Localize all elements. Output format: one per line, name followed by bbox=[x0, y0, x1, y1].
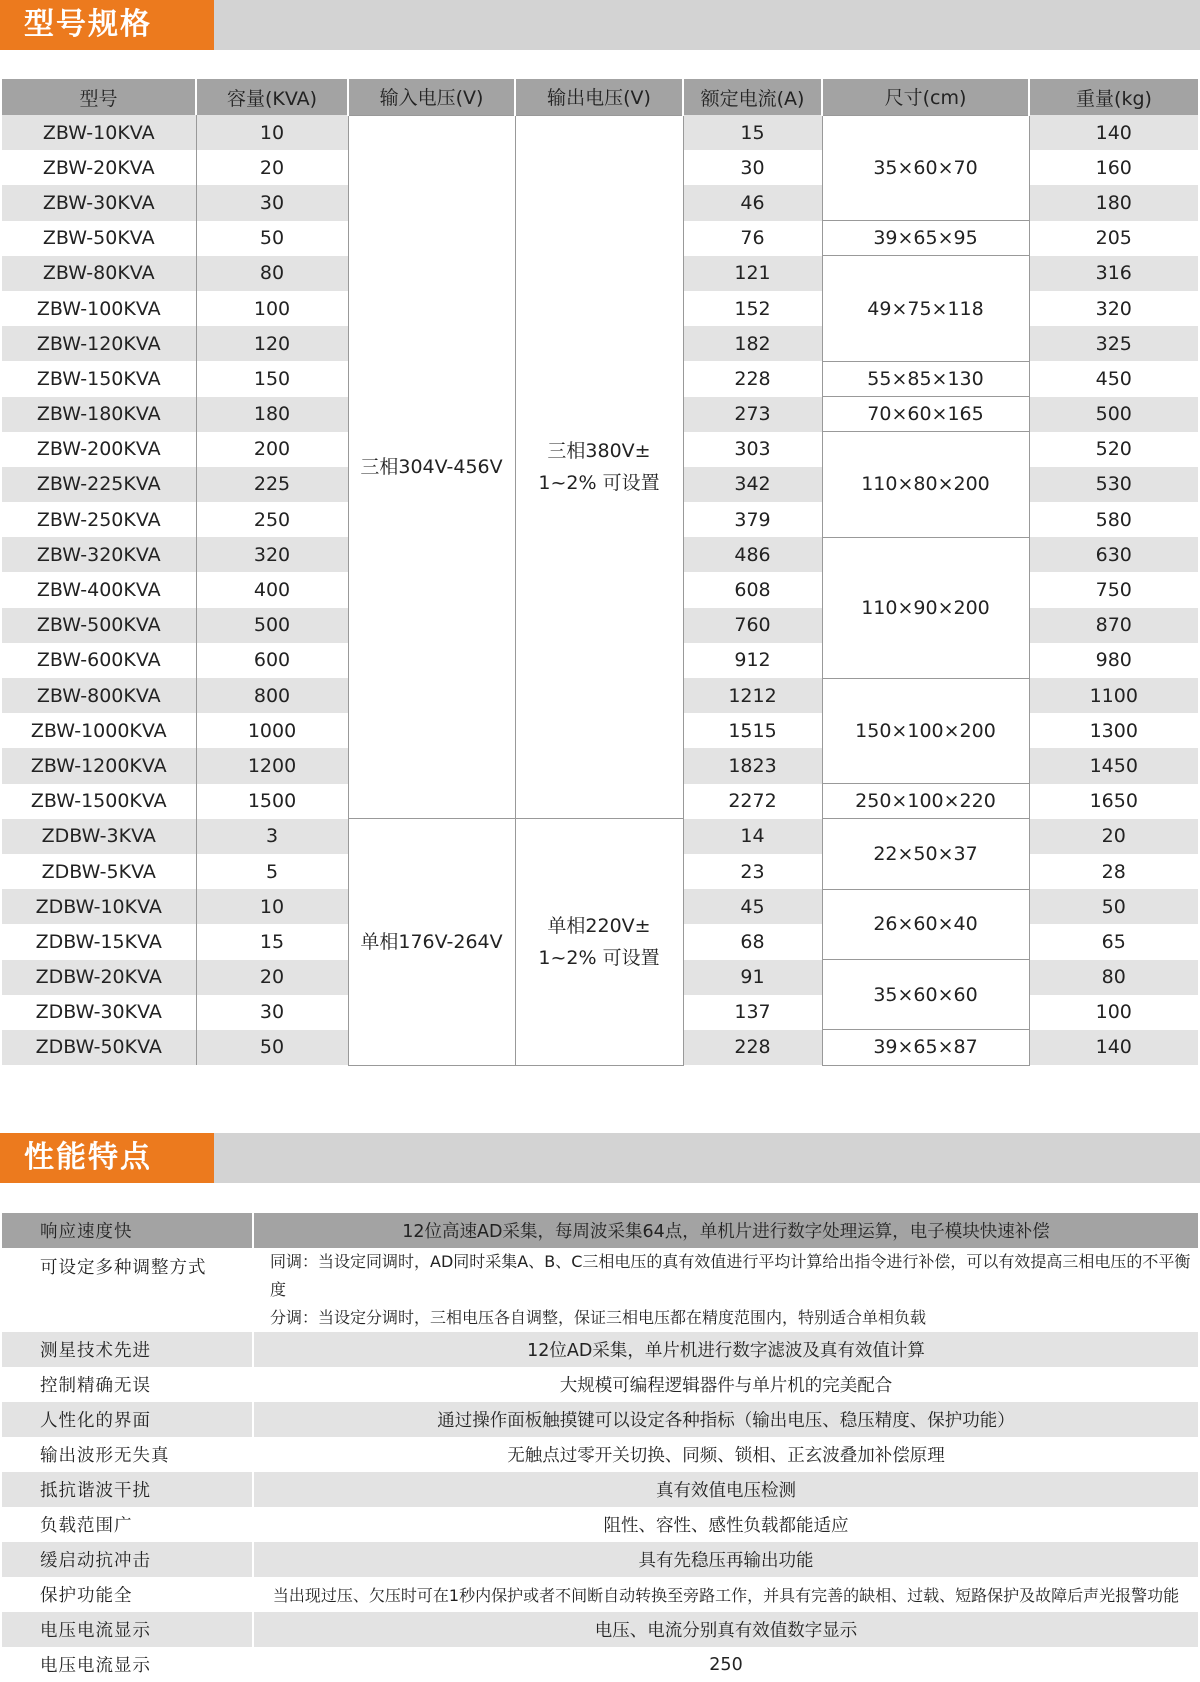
output-voltage-line: 单相220V± bbox=[547, 914, 651, 937]
feature-name: 电压电流显示 bbox=[2, 1612, 253, 1647]
capacity-cell: 1200 bbox=[196, 748, 348, 783]
feature-desc: 电压、电流分别真有效值数字显示 bbox=[253, 1612, 1198, 1647]
current-cell: 121 bbox=[683, 256, 822, 291]
model-cell: ZBW-20KVA bbox=[2, 150, 196, 185]
feature-desc: 真有效值电压检测 bbox=[253, 1472, 1198, 1507]
input-voltage-cell: 单相176V-264V bbox=[348, 819, 515, 1065]
weight-cell: 80 bbox=[1029, 960, 1198, 995]
feature-desc: 当出现过压、欠压时可在1秒内保护或者不间断自动转换至旁路工作，并具有完善的缺相、过载、短路保护及故障后声光报警功能 bbox=[253, 1577, 1198, 1612]
feature-desc: 250 bbox=[253, 1647, 1198, 1682]
current-cell: 303 bbox=[683, 432, 822, 467]
model-cell: ZDBW-3KVA bbox=[2, 819, 196, 854]
weight-cell: 500 bbox=[1029, 397, 1198, 432]
weight-cell: 530 bbox=[1029, 467, 1198, 502]
weight-cell: 50 bbox=[1029, 889, 1198, 924]
spec-section-bar bbox=[0, 0, 1200, 50]
dimensions-cell: 39×65×95 bbox=[822, 221, 1029, 256]
current-cell: 14 bbox=[683, 819, 822, 854]
current-cell: 379 bbox=[683, 502, 822, 537]
feature-row bbox=[2, 1612, 1198, 1647]
feature-desc: 12位高速AD采集，每周波采集64点，单机片进行数字处理运算，电子模块快速补偿 bbox=[253, 1213, 1198, 1248]
feature-row bbox=[2, 1213, 1198, 1248]
weight-cell: 1650 bbox=[1029, 784, 1198, 819]
dimensions-cell: 39×65×87 bbox=[822, 1030, 1029, 1065]
weight-cell: 630 bbox=[1029, 537, 1198, 572]
current-cell: 342 bbox=[683, 467, 822, 502]
current-cell: 23 bbox=[683, 854, 822, 889]
feature-desc: 大规模可编程逻辑器件与单片机的完美配合 bbox=[253, 1367, 1198, 1402]
weight-cell: 580 bbox=[1029, 502, 1198, 537]
header-dimensions: 尺寸(cm) bbox=[822, 79, 1029, 115]
current-cell: 760 bbox=[683, 608, 822, 643]
model-cell: ZBW-10KVA bbox=[2, 115, 196, 150]
feature-desc bbox=[253, 1248, 1198, 1332]
current-cell: 45 bbox=[683, 889, 822, 924]
dimensions-cell: 26×60×40 bbox=[822, 889, 1029, 959]
feature-row bbox=[2, 1248, 1198, 1332]
model-cell: ZBW-150KVA bbox=[2, 361, 196, 396]
current-cell: 76 bbox=[683, 221, 822, 256]
current-cell: 608 bbox=[683, 572, 822, 607]
capacity-cell: 180 bbox=[196, 397, 348, 432]
weight-cell: 1300 bbox=[1029, 713, 1198, 748]
model-cell: ZBW-120KVA bbox=[2, 326, 196, 361]
feature-name: 控制精确无误 bbox=[2, 1367, 253, 1402]
output-voltage-line: 1~2% 可设置 bbox=[538, 471, 660, 494]
current-cell: 68 bbox=[683, 924, 822, 959]
weight-cell: 450 bbox=[1029, 361, 1198, 396]
header-weight: 重量(kg) bbox=[1029, 79, 1198, 115]
weight-cell: 28 bbox=[1029, 854, 1198, 889]
feature-row bbox=[2, 1402, 1198, 1437]
feature-row bbox=[2, 1542, 1198, 1577]
current-cell: 30 bbox=[683, 150, 822, 185]
model-cell: ZBW-320KVA bbox=[2, 537, 196, 572]
feature-row bbox=[2, 1577, 1198, 1612]
weight-cell: 870 bbox=[1029, 608, 1198, 643]
capacity-cell: 500 bbox=[196, 608, 348, 643]
dimensions-cell: 110×80×200 bbox=[822, 432, 1029, 538]
weight-cell: 205 bbox=[1029, 221, 1198, 256]
feature-name: 负载范围广 bbox=[2, 1507, 253, 1542]
current-cell: 137 bbox=[683, 995, 822, 1030]
capacity-cell: 1000 bbox=[196, 713, 348, 748]
weight-cell: 100 bbox=[1029, 995, 1198, 1030]
weight-cell: 750 bbox=[1029, 572, 1198, 607]
model-cell: ZBW-250KVA bbox=[2, 502, 196, 537]
model-cell: ZBW-30KVA bbox=[2, 185, 196, 220]
capacity-cell: 600 bbox=[196, 643, 348, 678]
current-cell: 15 bbox=[683, 115, 822, 150]
feature-name: 保护功能全 bbox=[2, 1577, 253, 1612]
model-cell: ZBW-500KVA bbox=[2, 608, 196, 643]
current-cell: 91 bbox=[683, 960, 822, 995]
model-cell: ZDBW-20KVA bbox=[2, 960, 196, 995]
feature-name: 缓启动抗冲击 bbox=[2, 1542, 253, 1577]
model-cell: ZBW-400KVA bbox=[2, 572, 196, 607]
header-model: 型号 bbox=[2, 79, 196, 115]
capacity-cell: 50 bbox=[196, 1030, 348, 1065]
feature-desc: 12位AD采集，单片机进行数字滤波及真有效值计算 bbox=[253, 1332, 1198, 1367]
capacity-cell: 20 bbox=[196, 150, 348, 185]
feature-name: 输出波形无失真 bbox=[2, 1437, 253, 1472]
feature-name: 测星技术先进 bbox=[2, 1332, 253, 1367]
capacity-cell: 10 bbox=[196, 889, 348, 924]
model-cell: ZDBW-30KVA bbox=[2, 995, 196, 1030]
capacity-cell: 225 bbox=[196, 467, 348, 502]
model-cell: ZBW-225KVA bbox=[2, 467, 196, 502]
capacity-cell: 5 bbox=[196, 854, 348, 889]
weight-cell: 140 bbox=[1029, 1030, 1198, 1065]
dimensions-cell: 55×85×130 bbox=[822, 361, 1029, 396]
capacity-cell: 30 bbox=[196, 185, 348, 220]
capacity-cell: 100 bbox=[196, 291, 348, 326]
header-output-voltage: 输出电压(V) bbox=[515, 79, 683, 115]
capacity-cell: 250 bbox=[196, 502, 348, 537]
feature-desc: 具有先稳压再输出功能 bbox=[253, 1542, 1198, 1577]
dimensions-cell: 250×100×220 bbox=[822, 784, 1029, 819]
feature-name: 电压电流显示 bbox=[2, 1647, 253, 1682]
capacity-cell: 3 bbox=[196, 819, 348, 854]
model-cell: ZDBW-10KVA bbox=[2, 889, 196, 924]
model-cell: ZBW-1000KVA bbox=[2, 713, 196, 748]
input-voltage-cell: 三相304V-456V bbox=[348, 115, 515, 819]
model-cell: ZBW-200KVA bbox=[2, 432, 196, 467]
weight-cell: 320 bbox=[1029, 291, 1198, 326]
header-input-voltage: 输入电压(V) bbox=[348, 79, 515, 115]
feature-desc-line: 分调：当设定分调时，三相电压各自调整，保证三相电压都在精度范围内，特别适合单相负载 bbox=[270, 1308, 927, 1327]
current-cell: 1823 bbox=[683, 748, 822, 783]
model-cell: ZBW-600KVA bbox=[2, 643, 196, 678]
capacity-cell: 800 bbox=[196, 678, 348, 713]
feature-row bbox=[2, 1472, 1198, 1507]
output-voltage-cell bbox=[515, 819, 683, 1065]
weight-cell: 140 bbox=[1029, 115, 1198, 150]
feature-name: 抵抗谐波干扰 bbox=[2, 1472, 253, 1507]
model-cell: ZDBW-5KVA bbox=[2, 854, 196, 889]
model-cell: ZBW-800KVA bbox=[2, 678, 196, 713]
features-section-title: 性能特点 bbox=[0, 1133, 214, 1183]
feature-desc: 通过操作面板触摸键可以设定各种指标（输出电压、稳压精度、保护功能） bbox=[253, 1402, 1198, 1437]
weight-cell: 160 bbox=[1029, 150, 1198, 185]
features-table bbox=[2, 1213, 1198, 1682]
feature-row bbox=[2, 1507, 1198, 1542]
feature-row bbox=[2, 1437, 1198, 1472]
feature-row bbox=[2, 1367, 1198, 1402]
capacity-cell: 120 bbox=[196, 326, 348, 361]
dimensions-cell: 49×75×118 bbox=[822, 256, 1029, 362]
capacity-cell: 50 bbox=[196, 221, 348, 256]
current-cell: 273 bbox=[683, 397, 822, 432]
current-cell: 46 bbox=[683, 185, 822, 220]
dimensions-cell: 150×100×200 bbox=[822, 678, 1029, 784]
model-cell: ZBW-180KVA bbox=[2, 397, 196, 432]
spec-section-title: 型号规格 bbox=[0, 0, 214, 50]
capacity-cell: 10 bbox=[196, 115, 348, 150]
capacity-cell: 150 bbox=[196, 361, 348, 396]
current-cell: 912 bbox=[683, 643, 822, 678]
model-cell: ZBW-100KVA bbox=[2, 291, 196, 326]
current-cell: 1212 bbox=[683, 678, 822, 713]
feature-name: 人性化的界面 bbox=[2, 1402, 253, 1437]
current-cell: 182 bbox=[683, 326, 822, 361]
spec-table bbox=[2, 79, 1198, 1066]
model-cell: ZBW-50KVA bbox=[2, 221, 196, 256]
capacity-cell: 30 bbox=[196, 995, 348, 1030]
dimensions-cell: 70×60×165 bbox=[822, 397, 1029, 432]
dimensions-cell: 110×90×200 bbox=[822, 537, 1029, 678]
model-cell: ZDBW-15KVA bbox=[2, 924, 196, 959]
model-cell: ZBW-1200KVA bbox=[2, 748, 196, 783]
model-cell: ZDBW-50KVA bbox=[2, 1030, 196, 1065]
spec-row bbox=[2, 819, 1198, 854]
current-cell: 152 bbox=[683, 291, 822, 326]
feature-row bbox=[2, 1332, 1198, 1367]
dimensions-cell: 35×60×70 bbox=[822, 115, 1029, 221]
capacity-cell: 80 bbox=[196, 256, 348, 291]
spec-header-row bbox=[2, 79, 1198, 115]
dimensions-cell: 35×60×60 bbox=[822, 960, 1029, 1030]
output-voltage-cell bbox=[515, 115, 683, 819]
spec-row bbox=[2, 115, 1198, 150]
header-capacity: 容量(KVA) bbox=[196, 79, 348, 115]
weight-cell: 20 bbox=[1029, 819, 1198, 854]
weight-cell: 980 bbox=[1029, 643, 1198, 678]
current-cell: 228 bbox=[683, 1030, 822, 1065]
capacity-cell: 15 bbox=[196, 924, 348, 959]
dimensions-cell: 22×50×37 bbox=[822, 819, 1029, 889]
capacity-cell: 1500 bbox=[196, 784, 348, 819]
model-cell: ZBW-1500KVA bbox=[2, 784, 196, 819]
capacity-cell: 20 bbox=[196, 960, 348, 995]
capacity-cell: 320 bbox=[196, 537, 348, 572]
current-cell: 1515 bbox=[683, 713, 822, 748]
header-rated-current: 额定电流(A) bbox=[683, 79, 822, 115]
output-voltage-line: 三相380V± bbox=[547, 439, 651, 462]
feature-name: 可设定多种调整方式 bbox=[2, 1248, 253, 1332]
output-voltage-line: 1~2% 可设置 bbox=[538, 946, 660, 969]
current-cell: 2272 bbox=[683, 784, 822, 819]
current-cell: 486 bbox=[683, 537, 822, 572]
capacity-cell: 400 bbox=[196, 572, 348, 607]
feature-desc: 阻性、容性、感性负载都能适应 bbox=[253, 1507, 1198, 1542]
feature-row bbox=[2, 1647, 1198, 1682]
weight-cell: 325 bbox=[1029, 326, 1198, 361]
feature-desc-line: 同调：当设定同调时，AD同时采集A、B、C三相电压的真有效值进行平均计算给出指令进行补偿，可以有效提高三相电压的不平衡度 bbox=[270, 1252, 1191, 1299]
current-cell: 228 bbox=[683, 361, 822, 396]
capacity-cell: 200 bbox=[196, 432, 348, 467]
weight-cell: 180 bbox=[1029, 185, 1198, 220]
weight-cell: 316 bbox=[1029, 256, 1198, 291]
feature-desc: 无触点过零开关切换、同频、锁相、正玄波叠加补偿原理 bbox=[253, 1437, 1198, 1472]
weight-cell: 65 bbox=[1029, 924, 1198, 959]
weight-cell: 520 bbox=[1029, 432, 1198, 467]
features-section-bar bbox=[0, 1133, 1200, 1183]
weight-cell: 1450 bbox=[1029, 748, 1198, 783]
model-cell: ZBW-80KVA bbox=[2, 256, 196, 291]
feature-name: 响应速度快 bbox=[2, 1213, 253, 1248]
weight-cell: 1100 bbox=[1029, 678, 1198, 713]
